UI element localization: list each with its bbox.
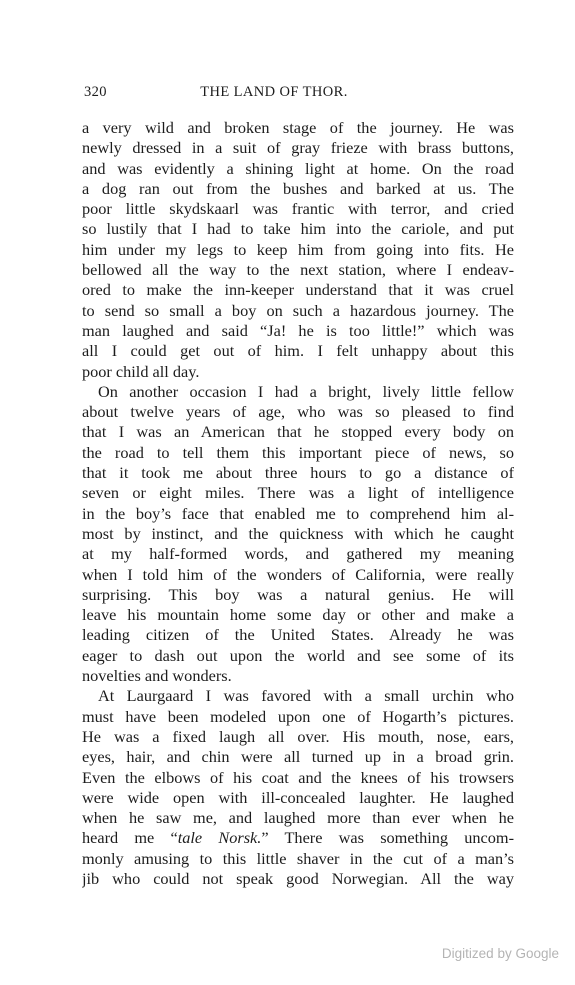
text-line: eager to dash out upon the world and see some of its bbox=[82, 645, 514, 665]
running-title: THE LAND OF THOR. bbox=[200, 84, 348, 100]
text-line bbox=[82, 828, 514, 848]
text-line: leave his mountain home some day or other and make a bbox=[82, 605, 514, 625]
text-line: him under my legs to keep him from going into fits. He bbox=[82, 239, 514, 259]
text-line: seven or eight miles. There was a light of intelligence bbox=[82, 483, 514, 503]
text-line: all I could get out of him. I felt unhappy about this bbox=[82, 341, 514, 361]
text-line: surprising. This boy was a natural genius. He will bbox=[82, 584, 514, 604]
text-line: Even the elbows of his coat and the knees of his trowsers bbox=[82, 767, 514, 787]
text-line: so lustily that I had to take him into the cariole, and put bbox=[82, 219, 514, 239]
text-line: that I was an American that he stopped every body on bbox=[82, 422, 514, 442]
text-line: At Laurgaard I was favored with a small urchin who bbox=[98, 686, 514, 706]
digitization-watermark: Digitized by Google bbox=[441, 946, 559, 961]
text-line: monly amusing to this little shaver in the cut of a man’s bbox=[82, 848, 514, 868]
text-line: must have been modeled upon one of Hogarth’s pictures. bbox=[82, 706, 514, 726]
italic-phrase: tale Norsk. bbox=[177, 828, 262, 848]
text-line: a very wild and broken stage of the journey. He was bbox=[82, 118, 514, 137]
text-segment: heard me “ bbox=[82, 828, 178, 848]
text-line: jib who could not speak good Norwegian. All the way bbox=[82, 868, 514, 888]
text-line: most by instinct, and the quickness with which he caught bbox=[82, 523, 514, 543]
text-line: to send so small a boy on such a hazardous journey. The bbox=[82, 300, 514, 320]
text-line: poor little skydskaarl was frantic with terror, and cried bbox=[82, 199, 514, 219]
text-line: He was a fixed laugh all over. His mouth, nose, ears, bbox=[82, 726, 514, 746]
text-line: On another occasion I had a bright, lively little fellow bbox=[98, 381, 514, 401]
text-line: in the boy’s face that enabled me to comprehend him al- bbox=[82, 503, 514, 523]
text-line: when he saw me, and laughed more than ever when he bbox=[82, 808, 514, 828]
text-line: were wide open with ill-concealed laughter. He laughed bbox=[82, 787, 514, 807]
text-line: a dog ran out from the bushes and barked at us. The bbox=[82, 178, 514, 198]
page-header bbox=[84, 84, 512, 104]
text-line: novelties and wonders. bbox=[82, 666, 232, 686]
text-line: that it took me about three hours to go a distance of bbox=[82, 463, 514, 483]
text-line: bellowed all the way to the next station, where I endeav- bbox=[82, 260, 514, 280]
text-line: leading citizen of the United States. Already he was bbox=[82, 625, 514, 645]
text-line: at my half-formed words, and gathered my meaning bbox=[82, 544, 514, 564]
text-line: and was evidently a shining light at home. On the road bbox=[82, 158, 514, 178]
text-line: when I told him of the wonders of California, were really bbox=[82, 564, 514, 584]
text-line: poor child all day. bbox=[82, 361, 200, 381]
text-segment: ” There was something uncom- bbox=[261, 828, 514, 848]
text-line: the road to tell them this important piece of news, so bbox=[82, 442, 514, 462]
text-line: about twelve years of age, who was so pleased to find bbox=[82, 402, 514, 422]
text-line: newly dressed in a suit of gray frieze with brass buttons, bbox=[82, 138, 514, 158]
text-line: man laughed and said “Ja! he is too little!” which was bbox=[82, 320, 514, 340]
page-number: 320 bbox=[84, 84, 107, 100]
body-text bbox=[82, 118, 514, 889]
text-line: ored to make the inn-keeper understand that it was cruel bbox=[82, 280, 514, 300]
text-line: eyes, hair, and chin were all turned up in a broad grin. bbox=[82, 747, 514, 767]
